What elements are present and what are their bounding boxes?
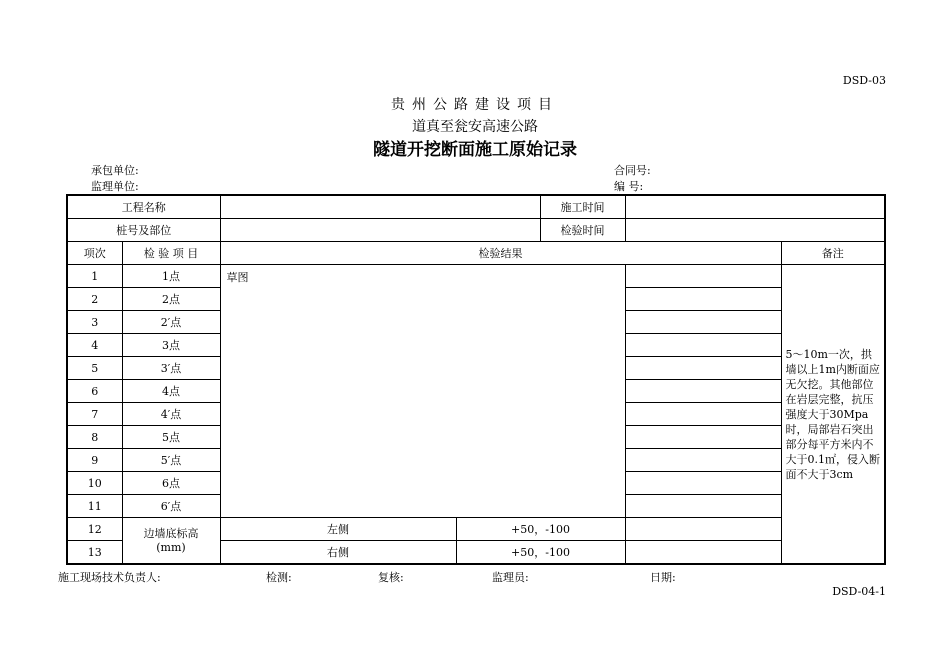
row-number: 2 (67, 288, 122, 311)
construction-time-label: 施工时间 (540, 195, 625, 219)
tech-lead-label: 施工现场技术负责人: (58, 571, 161, 584)
project-name-row (67, 195, 885, 219)
result-cell[interactable] (625, 472, 781, 495)
table-row (67, 518, 885, 541)
result-cell[interactable] (625, 541, 781, 565)
project-name-label: 工程名称 (67, 195, 220, 219)
column-header-row (67, 242, 885, 265)
result-cell[interactable] (625, 357, 781, 380)
result-cell[interactable] (625, 518, 781, 541)
form-title: 隧道开挖断面施工原始记录 (373, 140, 577, 160)
row-number: 10 (67, 472, 122, 495)
remark-cell: 5～10m一次，拱墙以上1m内断面应无欠挖。其他部位在岩层完整，抗压强度大于30Mpa时，局部岩石突出部分每平方米内不大于0.1㎡，侵入断面不大于3cm (781, 265, 885, 565)
tester-label: 检测: (266, 571, 292, 584)
project-line: 贵州公路建设项目 (391, 97, 559, 113)
row-item: 2′点 (122, 311, 220, 334)
sketch-label: 草图 (226, 271, 249, 284)
wall-elevation-label: 边墙底标高(mm) (122, 518, 220, 565)
row-number: 13 (67, 541, 122, 565)
result-cell[interactable] (625, 288, 781, 311)
inspection-time-value[interactable] (625, 219, 885, 242)
col-seq-header: 项次 (67, 242, 122, 265)
col-item-header: 检 验 项 目 (122, 242, 220, 265)
col-result-header: 检验结果 (220, 242, 781, 265)
row-number: 5 (67, 357, 122, 380)
row-number: 7 (67, 403, 122, 426)
left-side-label: 左侧 (220, 518, 456, 541)
result-cell[interactable] (625, 449, 781, 472)
row-number: 1 (67, 265, 122, 288)
station-part-value[interactable] (220, 219, 540, 242)
row-number: 11 (67, 495, 122, 518)
form-code-bottom: DSD-04-1 (832, 585, 886, 598)
construction-time-value[interactable] (625, 195, 885, 219)
row-item: 6′点 (122, 495, 220, 518)
result-cell[interactable] (625, 426, 781, 449)
supervisor-unit-label: 监理单位: (91, 180, 139, 193)
project-name-value[interactable] (220, 195, 540, 219)
row-item: 3′点 (122, 357, 220, 380)
contractor-label: 承包单位: (91, 164, 139, 177)
col-remark-header: 备注 (781, 242, 885, 265)
row-item: 4点 (122, 380, 220, 403)
row-number: 8 (67, 426, 122, 449)
inspection-table (66, 194, 886, 565)
inspection-time-label: 检验时间 (540, 219, 625, 242)
result-cell[interactable] (625, 380, 781, 403)
sketch-area[interactable] (220, 265, 625, 518)
row-number: 4 (67, 334, 122, 357)
supervisor-signer-label: 监理员: (492, 571, 529, 584)
table-row (67, 265, 885, 288)
left-tolerance: +50，-100 (456, 518, 625, 541)
station-part-label: 桩号及部位 (67, 219, 220, 242)
row-item: 4′点 (122, 403, 220, 426)
highway-name: 道真至瓮安高速公路 (412, 119, 538, 135)
reviewer-label: 复核: (378, 571, 404, 584)
result-cell[interactable] (625, 334, 781, 357)
row-item: 5′点 (122, 449, 220, 472)
station-row (67, 219, 885, 242)
contract-number-label: 合同号: (614, 164, 651, 177)
form-code-top: DSD-03 (842, 74, 886, 87)
row-item: 1点 (122, 265, 220, 288)
row-item: 2点 (122, 288, 220, 311)
right-tolerance: +50，-100 (456, 541, 625, 565)
date-label: 日期: (650, 571, 676, 584)
serial-number-label: 编 号: (614, 180, 644, 193)
row-number: 6 (67, 380, 122, 403)
row-number: 3 (67, 311, 122, 334)
result-cell[interactable] (625, 403, 781, 426)
result-cell[interactable] (625, 495, 781, 518)
row-item: 3点 (122, 334, 220, 357)
row-number: 9 (67, 449, 122, 472)
row-item: 5点 (122, 426, 220, 449)
row-item: 6点 (122, 472, 220, 495)
result-cell[interactable] (625, 311, 781, 334)
right-side-label: 右侧 (220, 541, 456, 565)
result-cell[interactable] (625, 265, 781, 288)
row-number: 12 (67, 518, 122, 541)
